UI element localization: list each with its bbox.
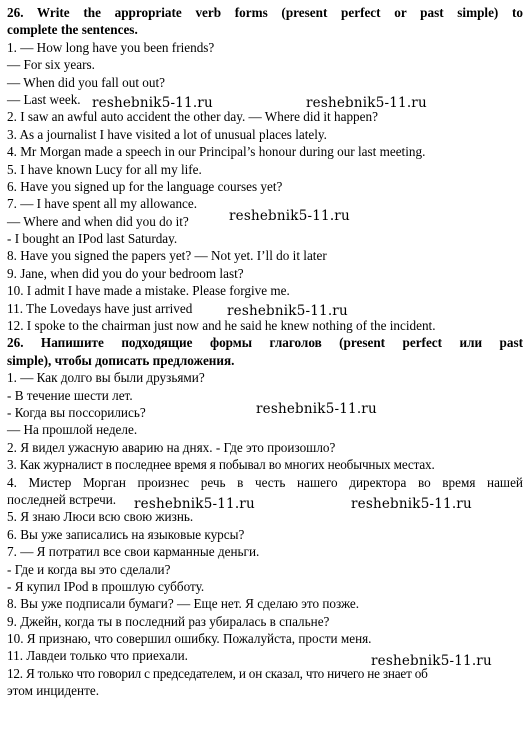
russian-line: 2. Я видел ужасную аварию на днях. - Где это произошло? <box>7 439 336 455</box>
russian-line: 7. — Я потратил все свои карманные деньги. <box>7 544 260 560</box>
russian-line: 9. Джейн, когда ты в последний раз убиралась в спальне? <box>7 613 330 629</box>
watermark: reshebnik5-11.ru <box>229 208 350 224</box>
russian-line: 12. Я только что говорил с председателем, и он сказал, что ничего не знает об <box>7 665 428 681</box>
english-line: — Last week. <box>7 91 81 107</box>
russian-line: 8. Вы уже подписали бумаги? — Еще нет. Я сделаю это позже. <box>7 596 360 612</box>
russian-line: - В течение шести лет. <box>7 387 133 403</box>
watermark: reshebnik5-11.ru <box>92 95 213 111</box>
english-line: 12. I spoke to the chairman just now and he said he knew nothing of the incident. <box>7 318 436 334</box>
english-line: 9. Jane, when did you do your bedroom last? <box>7 265 244 281</box>
watermark: reshebnik5-11.ru <box>351 496 472 512</box>
english-line: 8. Have you signed the papers yet? — Not yet. I’ll do it later <box>7 248 327 264</box>
russian-line: — На прошлой неделе. <box>7 422 138 438</box>
russian-line: - Где и когда вы это сделали? <box>7 561 171 577</box>
english-line: - I bought an IPod last Saturday. <box>7 231 178 247</box>
russian-line: 10. Я признаю, что совершил ошибку. Пожалуйста, прости меня. <box>7 631 372 647</box>
watermark: reshebnik5-11.ru <box>371 653 492 669</box>
english-line: 6. Have you signed up for the language courses yet? <box>7 178 283 194</box>
russian-line: 5. Я знаю Люси всю свою жизнь. <box>7 509 194 525</box>
english-line: 11. The Lovedays have just arrived <box>7 300 193 316</box>
russian-line: этом инциденте. <box>7 683 99 699</box>
watermark: reshebnik5-11.ru <box>227 303 348 319</box>
english-heading: 26. Write the appropriate verb forms (present perfect or past simple) to <box>7 5 523 20</box>
russian-line: - Я купил IPod в прошлую субботу. <box>7 578 205 594</box>
english-line: — Where and when did you do it? <box>7 213 189 229</box>
watermark: reshebnik5-11.ru <box>134 496 255 512</box>
russian-heading-cont: simple), чтобы дописать предложения. <box>7 352 235 368</box>
english-line: 1. — How long have you been friends? <box>7 39 215 55</box>
russian-line: 6. Вы уже записались на языковые курсы? <box>7 526 245 542</box>
document-content <box>7 4 523 700</box>
english-line: 10. I admit I have made a mistake. Please forgive me. <box>7 283 290 299</box>
watermark: reshebnik5-11.ru <box>256 401 377 417</box>
english-line: 5. I have known Lucy for all my life. <box>7 161 202 177</box>
english-line: 7. — I have spent all my allowance. <box>7 196 198 212</box>
russian-line: - Когда вы поссорились? <box>7 404 146 420</box>
english-line: — When did you fall out out? <box>7 74 165 90</box>
english-line: — For six years. <box>7 57 95 73</box>
russian-heading: 26. Напишите подходящие формы глаголов (present perfect или past <box>7 335 523 351</box>
english-line: 3. As a journalist I have visited a lot of unusual places lately. <box>7 126 327 142</box>
russian-line: 3. Как журналист в последнее время я побывал во многих необычных местах. <box>7 457 435 473</box>
russian-line: последней встречи. <box>7 491 117 507</box>
russian-line: 1. — Как долго вы были друзьями? <box>7 370 205 386</box>
english-line: 4. Mr Morgan made a speech in our Principal’s honour during our last meeting. <box>7 144 426 160</box>
english-heading-cont: complete the sentences. <box>7 22 138 38</box>
russian-line: 11. Лавдеи только что приехали. <box>7 648 188 664</box>
english-line: 2. I saw an awful auto accident the other day. — Where did it happen? <box>7 109 378 125</box>
russian-line: 4. Мистер Морган произнес речь в честь нашего директора во время нашей <box>7 474 523 490</box>
watermark: reshebnik5-11.ru <box>306 95 427 111</box>
